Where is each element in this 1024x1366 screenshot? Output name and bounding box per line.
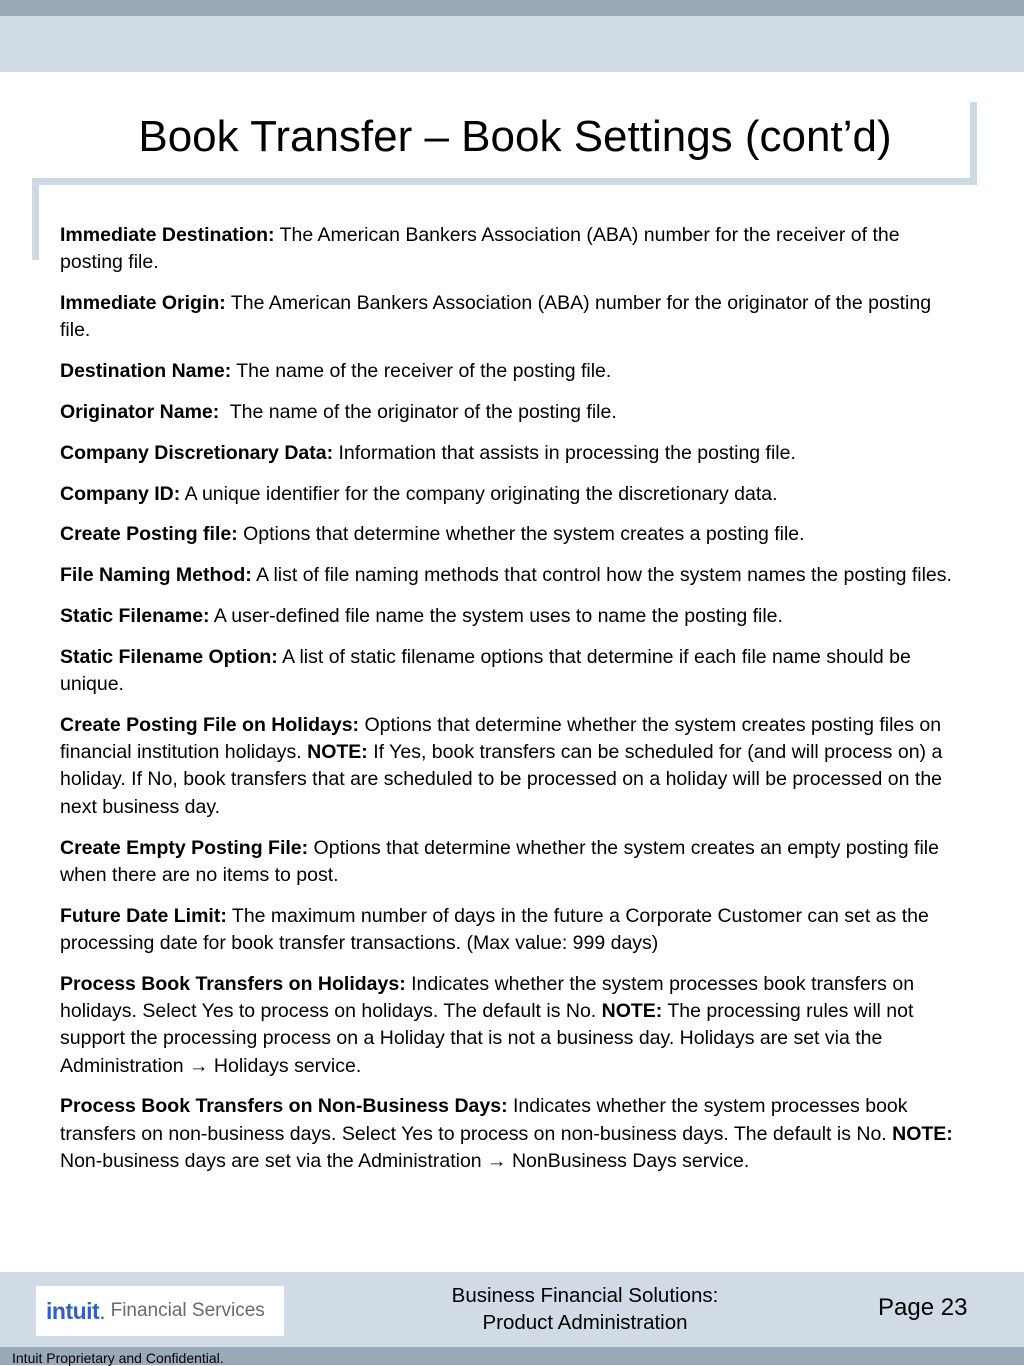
definition-text: The maximum number of days in the future a Corporate Customer can set as the processing date for book transfer transactions. (Max value: 999 days)	[60, 904, 929, 954]
definition-item	[60, 222, 955, 277]
definitions-list	[60, 222, 955, 1189]
definition-term: Create Empty Posting File:	[60, 836, 309, 859]
definition-item	[60, 971, 955, 1080]
definition-text: Indicates whether the system processes book transfers on non-business days. Select Yes to process on non-business days. The default is No.	[60, 1095, 908, 1145]
definition-item	[60, 440, 955, 467]
definition-term: Destination Name:	[60, 360, 232, 383]
note-label: NOTE:	[601, 1000, 663, 1023]
definition-text: Indicates whether the system processes book transfers on holidays. Select Yes to process on holidays. The default is No.	[60, 972, 915, 1023]
definition-item	[60, 835, 955, 890]
definition-term: Create Posting File on Holidays:	[60, 713, 360, 736]
note-text: Non-business days are set via the Administration → NonBusiness Days service.	[60, 1150, 750, 1173]
definition-text: A unique identifier for the company originating the discretionary data.	[180, 482, 778, 505]
definition-term: Company ID:	[60, 482, 181, 505]
definition-item	[60, 644, 955, 699]
definition-term: Process Book Transfers on Holidays:	[60, 972, 406, 995]
definition-item	[60, 290, 955, 345]
footer-caption-line2: Product Administration	[482, 1311, 688, 1334]
page-number: Page 23	[878, 1294, 968, 1321]
footer-caption	[400, 1282, 770, 1336]
intuit-financial-services-logo	[36, 1286, 284, 1336]
content-frame-left	[32, 178, 39, 260]
definition-term: Future Date Limit:	[60, 904, 227, 927]
definition-term: Create Posting file:	[60, 523, 238, 546]
logo-suffix: Financial Services	[110, 1300, 265, 1321]
definition-text: Options that determine whether the system creates posting files on financial institution holidays.	[60, 713, 942, 764]
header-band-light	[0, 16, 1024, 72]
definition-term: Static Filename:	[60, 604, 210, 627]
definition-text: A list of static filename options that determine if each file name should be unique.	[60, 645, 911, 696]
definition-text: Information that assists in processing the posting file.	[333, 441, 796, 464]
footer-caption-line1: Business Financial Solutions:	[451, 1284, 719, 1307]
note-label: NOTE:	[892, 1122, 953, 1145]
note-text: If Yes, book transfers can be scheduled for (and will process on) a holiday. If No, book transfers that are scheduled to be processed on a holiday will be processed on the next business day.	[60, 741, 943, 818]
definition-item	[60, 712, 955, 821]
definition-item	[60, 562, 955, 589]
definition-item	[60, 603, 955, 630]
note-text: The processing rules will not support the processing process on a Holiday that is not a business day. Holidays are set via the Administration → Holidays service.	[60, 1000, 914, 1077]
definition-item	[60, 358, 955, 385]
definition-term: Company Discretionary Data:	[60, 441, 334, 464]
definition-term: Immediate Destination:	[60, 224, 275, 246]
definition-text: The American Bankers Association (ABA) number for the originator of the posting file.	[60, 292, 932, 342]
definition-text: A list of file naming methods that control how the system names the posting files.	[251, 564, 952, 587]
definition-term: Process Book Transfers on Non-Business Days:	[60, 1095, 508, 1118]
definition-text: The American Bankers Association (ABA) number for the receiver of the posting file.	[60, 224, 900, 274]
definition-text: A user-defined file name the system uses to name the posting file.	[209, 604, 783, 627]
header-band-dark	[0, 0, 1024, 16]
definition-term: Originator Name:	[60, 400, 220, 423]
definition-item	[60, 903, 955, 958]
logo-brand: intuit	[46, 1297, 100, 1324]
note-label: NOTE:	[307, 741, 368, 764]
slide-title: Book Transfer – Book Settings (cont’d)	[138, 112, 892, 161]
definition-item	[60, 521, 955, 548]
title-frame-underline	[32, 178, 977, 185]
definition-text: Options that determine whether the system creates a posting file.	[237, 523, 805, 546]
definition-item	[60, 399, 955, 426]
definition-term: Immediate Origin:	[60, 292, 226, 315]
definition-item	[60, 481, 955, 508]
confidentiality-notice: Intuit Proprietary and Confidential.	[12, 1350, 224, 1366]
definition-text: The name of the receiver of the posting file.	[231, 360, 612, 383]
definition-text: Options that determine whether the system creates an empty posting file when there are no items to post.	[60, 836, 939, 886]
definition-item	[60, 1093, 955, 1175]
definition-term: File Naming Method:	[60, 564, 252, 587]
logo-dot: .	[99, 1297, 106, 1324]
definition-term: Static Filename Option:	[60, 645, 278, 668]
definition-text: The name of the originator of the posting file.	[219, 400, 617, 423]
